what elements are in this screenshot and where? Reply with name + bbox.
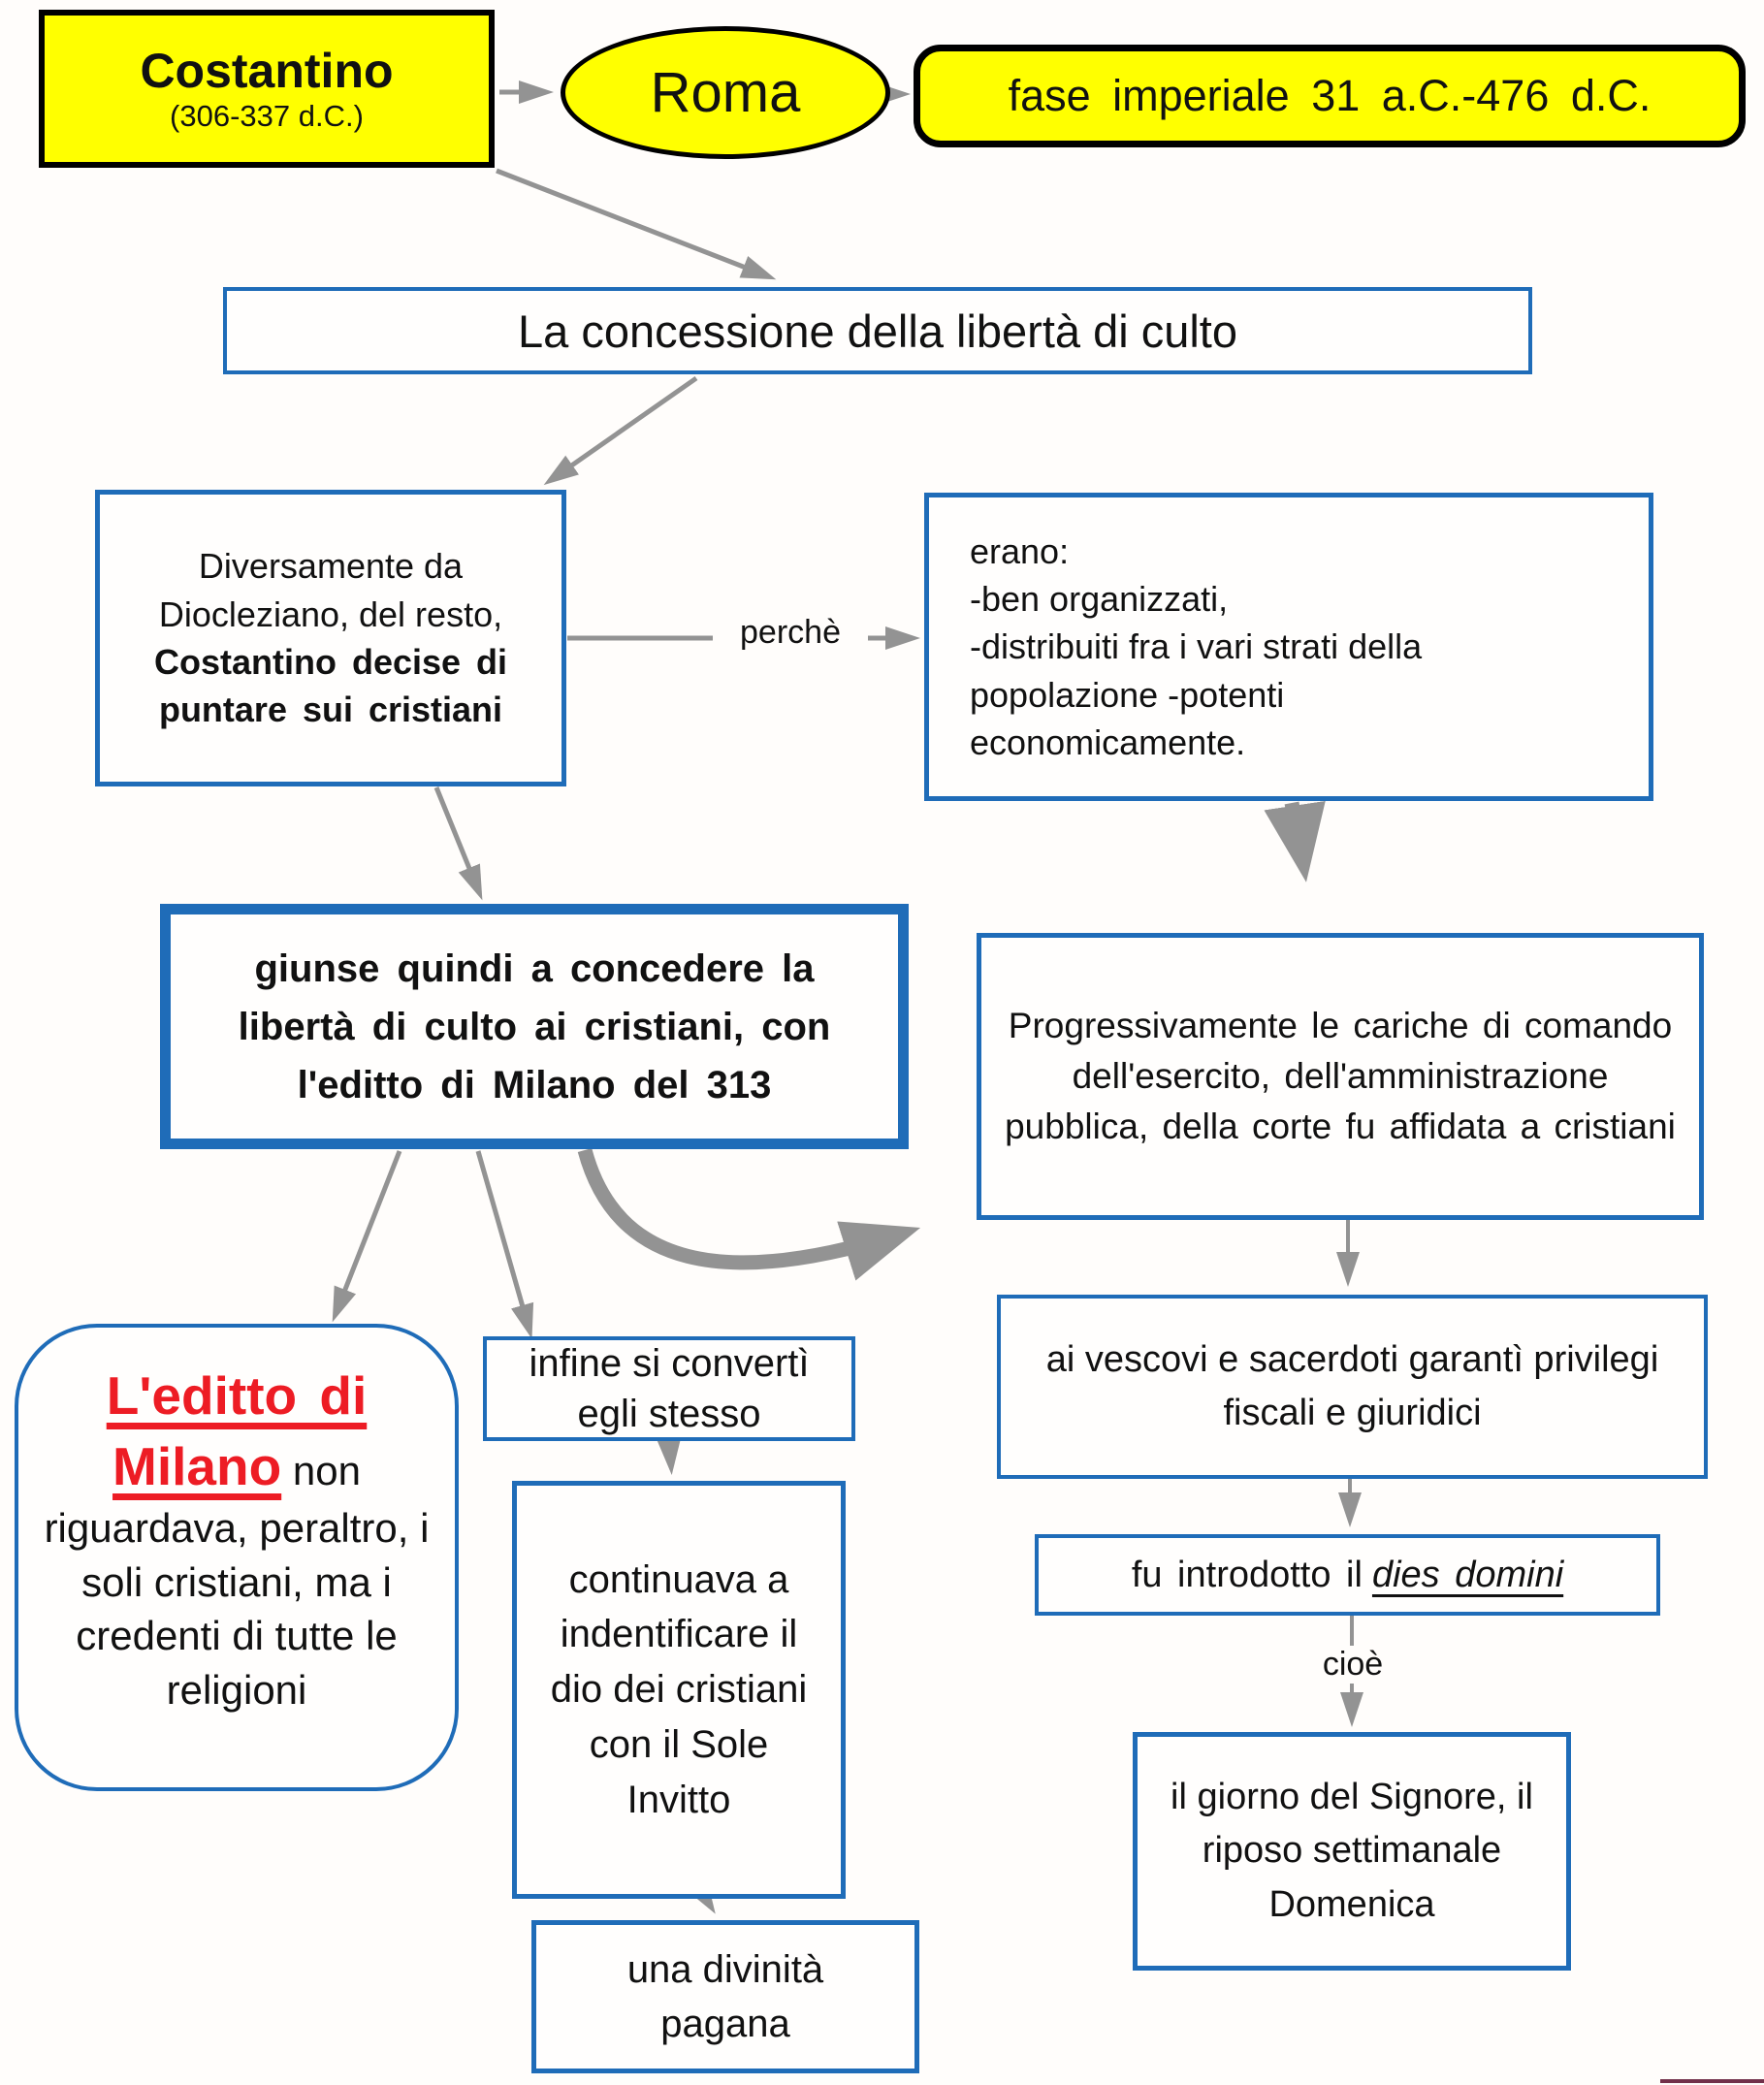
costantino-dates: (306-337 d.C.) [170, 99, 364, 134]
diversamente-text-regular: Diversamente da Diocleziano, del resto, [158, 546, 503, 634]
dies-prefix: fu introdotto il [1131, 1554, 1363, 1595]
node-cariche-cristiani [977, 933, 1704, 1220]
node-giorno-del-signore [1133, 1732, 1571, 1971]
node-dies-domini [1035, 1534, 1660, 1616]
arrow-concessione-diversamente [551, 378, 696, 480]
node-sole-invitto [512, 1481, 846, 1899]
node-concessione-title [223, 287, 1532, 374]
node-editto-313 [160, 904, 909, 1149]
node-costantino [39, 10, 495, 168]
cropped-edge-artifact [1660, 2079, 1764, 2083]
node-diversamente [95, 490, 566, 786]
arrow-erano-progressivamente [1292, 803, 1303, 863]
roma-label: Roma [650, 61, 801, 124]
diversamente-text-bold: Costantino decise di puntare sui cristiani [153, 642, 508, 730]
divinita-label: una divinità pagana [626, 1948, 824, 2045]
progressivamente-label: Progressivamente le cariche di comando dell'esercito, dell'amministrazione pubblica, della corte fu affidata a cristiani [1005, 1006, 1676, 1146]
giorno-label: il giorno del Signore, il riposo settimanale Domenica [1171, 1777, 1533, 1925]
erano-lines: erano: -ben organizzati, -distribuiti fra i vari strati della popolazione -potenti economicamente. [970, 530, 1423, 762]
arrow-continuava-divinita [706, 1899, 711, 1907]
infine-label: infine si convertì egli stesso [529, 1342, 810, 1435]
node-erano [924, 493, 1653, 801]
node-infine-converti [483, 1336, 855, 1441]
node-vescovi-privilegi [997, 1295, 1708, 1479]
continuava-label: continuava a indentificare il dio dei cristiani con il Sole Invitto [550, 1557, 808, 1821]
dies-domini-term: dies domini [1371, 1554, 1564, 1595]
node-divinita-pagana [531, 1920, 919, 2073]
arrow-giunse-infine [478, 1151, 529, 1331]
giunse-label: giunse quindi a concedere la libertà di culto ai cristiani, con l'editto di Milano del 313 [238, 946, 831, 1107]
costantino-title: Costantino [140, 43, 394, 98]
edge-label-perche: perchè [713, 614, 868, 652]
node-fase-imperiale [914, 45, 1746, 147]
arrow-costantino-concessione [497, 171, 768, 276]
editto-highlight-red: L'editto di Milano [106, 1365, 368, 1496]
editto-rest: non riguardava, peraltro, i soli cristiani, ma i credenti di tutte le religioni [44, 1447, 430, 1713]
node-roma [561, 26, 890, 159]
concessione-label: La concessione della libertà di culto [517, 305, 1238, 357]
arrow-giunse-editto [336, 1151, 400, 1314]
vescovi-label: ai vescovi e sacerdoti garantì privilegi fiscali e giuridici [1045, 1338, 1659, 1433]
fase-label: fase imperiale 31 a.C.-476 d.C. [1008, 71, 1652, 120]
node-editto-milano-note [15, 1324, 459, 1791]
arrow-infine-continuava [669, 1442, 671, 1466]
arrow-giunse-progressivamente [585, 1150, 902, 1263]
edge-label-cioe: cioè [1275, 1646, 1430, 1684]
arrow-diversamente-giunse [436, 787, 479, 892]
